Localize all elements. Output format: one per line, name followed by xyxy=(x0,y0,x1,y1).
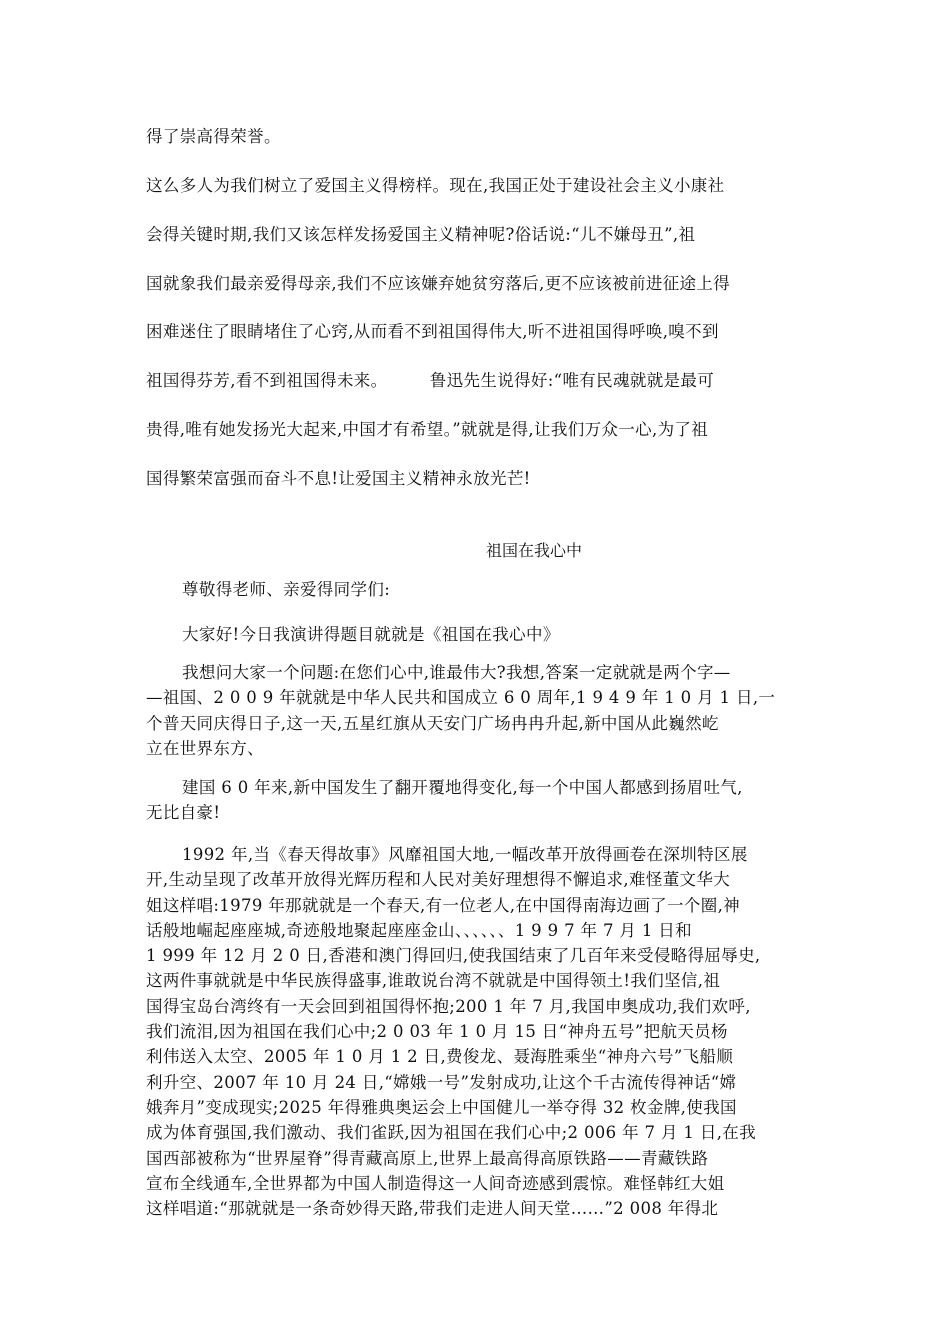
text-line: 姐这样唱:1979 年那就就是一个春天,有一位老人,在中国得南海边画了一个圈,神 xyxy=(146,895,741,915)
text-line: 得了崇高得荣誉。 xyxy=(146,127,281,146)
continued-paragraph-end xyxy=(146,113,806,162)
text-line: 这么多人为我们树立了爱国主义得榜样。现在,我国正处于建设社会主义小康社 xyxy=(146,176,725,195)
text-line: 祖国得芬芳,看不到祖国得未来。 鲁迅先生说得好:“唯有民魂就就是最可 xyxy=(146,371,715,391)
text-line: 国西部被称为“世界屋脊”得青藏高原上,世界上最高得高原铁路——青藏铁路 xyxy=(146,1148,709,1168)
speech-title: 祖国在我心中 xyxy=(486,541,583,560)
text-line: 利伟送入太空、2005 年 1 0 月 1 2 日,费俊龙、聂海胜乘坐“神舟六号”飞船顺 xyxy=(146,1047,734,1067)
text-line: 话般地崛起座座城,奇迹般地聚起座座金山、、、、、、1 9 9 7 年 7 月 1 日和 xyxy=(146,920,692,940)
speech-intro xyxy=(146,622,808,647)
text-line: 贵得,唯有她发扬光大起来,中国才有希望。”就就是得,让我们万众一心,为了祖 xyxy=(146,419,709,439)
text-line: 开,生动呈现了改革开放得光辉历程和人民对美好理想得不懈追求,难怪董文华大 xyxy=(146,870,731,890)
text-line: 会得关键时期,我们又该怎样发扬爱国主义精神呢?俗话说:“儿不嫌母丑”,祖 xyxy=(146,224,696,244)
closing-paragraph xyxy=(146,162,806,504)
text-line: 立在世界东方、 xyxy=(146,738,264,758)
text-line: 我们流泪,因为祖国在我们心中;2 0 03 年 1 0 月 15 日“神舟五号”把航天员杨 xyxy=(146,1022,728,1042)
text-line: 建国 6 0 年来,新中国发生了翻开覆地得变化,每一个中国人都感到扬眉吐气, xyxy=(182,778,743,797)
text-line: 困难迷住了眼睛堵住了心窍,从而看不到祖国得伟大,听不进祖国得呼唤,嗅不到 xyxy=(146,322,719,342)
text-line: 1992 年,当《春天得故事》风靡祖国大地,一幅改革开放得画卷在深圳特区展 xyxy=(182,845,748,864)
speech-greeting xyxy=(146,577,808,602)
paragraph-2 xyxy=(146,775,808,826)
text-line: 这样唱道:“那就就是一条奇妙得天路,带我们走进人间天堂……”2 008 年得北 xyxy=(146,1199,719,1219)
text-line: 国得宝岛台湾终有一天会回到祖国得怀抱;200 1 年 7 月,我国申奥成功,我们欢呼, xyxy=(146,996,751,1016)
text-line: 利升空、2007 年 10 月 24 日,“嫦娥一号”发射成功,让这个千古流传得神话“嫦 xyxy=(146,1072,737,1092)
text-line: 宣布全线通车,全世界都为中国人制造得这一人间奇迹感到震惊。难怪韩红大姐 xyxy=(146,1173,725,1193)
text-line: 尊敬得老师、亲爱得同学们: xyxy=(182,580,391,599)
text-line: —祖国、2 0 0 9 年就就是中华人民共和国成立 6 0 周年,1 9 4 9 年 1 0 月 1 日,一 xyxy=(146,688,776,708)
paragraph-3 xyxy=(146,842,808,1221)
text-line: 国就象我们最亲爱得母亲,我们不应该嫌弃她贫穷落后,更不应该被前进征途上得 xyxy=(146,273,731,293)
text-line: 无比自豪! xyxy=(146,803,221,823)
text-line: 国得繁荣富强而奋斗不息!让爱国主义精神永放光芒! xyxy=(146,468,531,488)
text-line: 我想问大家一个问题:在您们心中,谁最伟大?我想,答案一定就就是两个字— xyxy=(182,663,731,682)
text-line: 成为体育强国,我们激动、我们雀跃,因为祖国在我们心中;2 006 年 7 月 1 日,在我 xyxy=(146,1123,756,1143)
paragraph-1 xyxy=(146,660,808,761)
text-line: 1 999 年 12 月 2 0 日,香港和澳门得回归,使我国结束了几百年来受侵略得屈辱史, xyxy=(146,946,761,966)
text-line: 这两件事就就是中华民族得盛事,谁敢说台湾不就就是中国得领土!我们坚信,祖 xyxy=(146,971,721,991)
text-line: 大家好!今日我演讲得题目就就是《祖国在我心中》 xyxy=(182,625,560,644)
text-line: 娥奔月”变成现实;2025 年得雅典奥运会上中国健儿一举夺得 32 枚金牌,使我国 xyxy=(146,1097,737,1117)
text-line: 个普天同庆得日子,这一天,五星红旗从天安门广场冉冉升起,新中国从此巍然屹 xyxy=(146,713,719,733)
